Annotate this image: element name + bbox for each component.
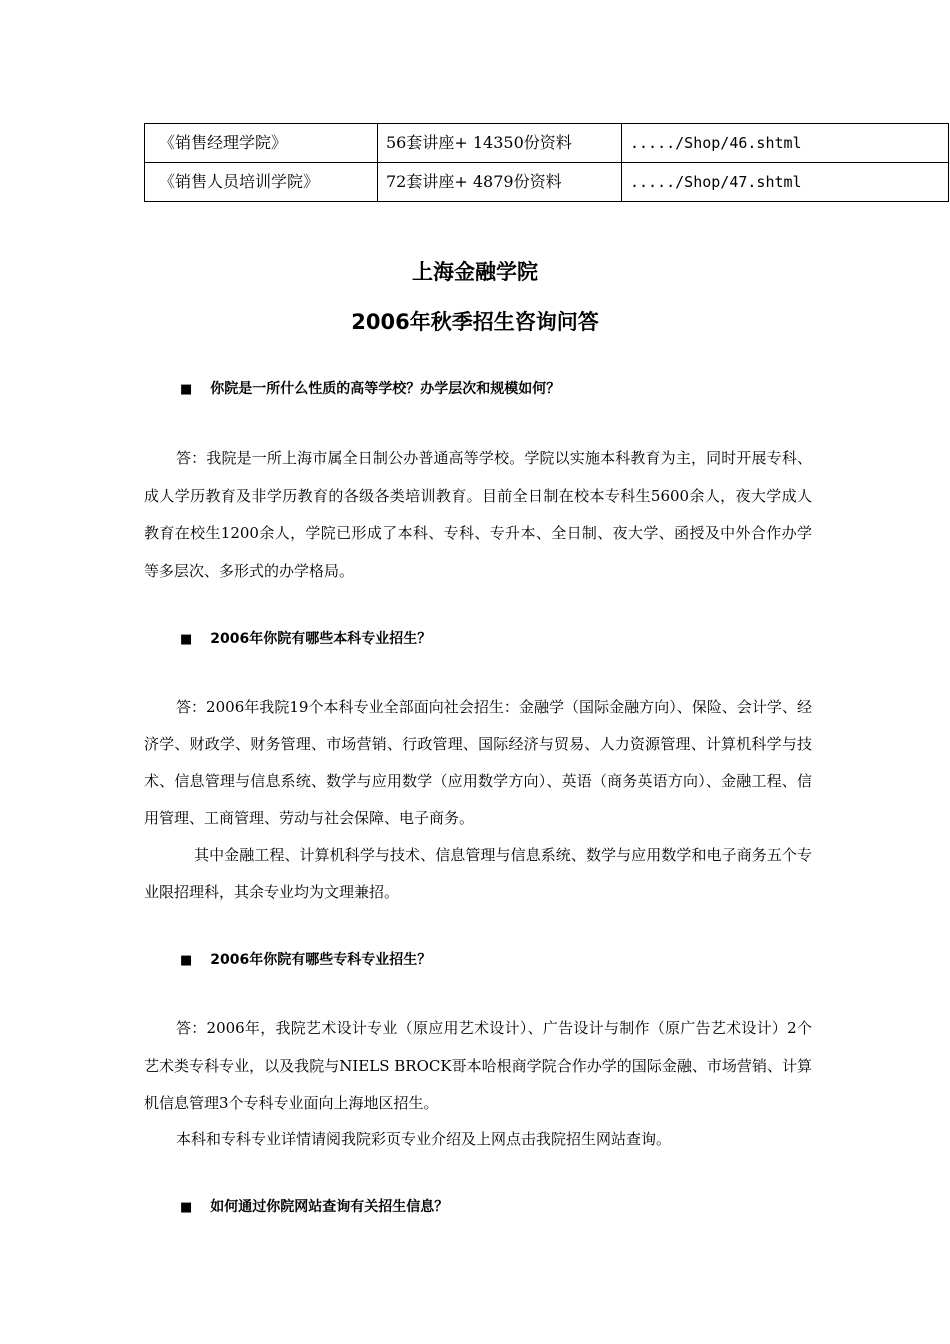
question-heading xyxy=(180,1197,448,1218)
question-heading xyxy=(180,950,431,971)
answer-note: 其中金融工程、计算机科学与技术、信息管理与信息系统、数学与应用数学和电子商务五个专业限招理科，其余专业均为文理兼招。 xyxy=(144,846,812,901)
question-text: 你院是一所什么性质的高等学校？办学层次和规模如何？ xyxy=(210,381,561,397)
question-text: 2006年你院有哪些本科专业招生？ xyxy=(210,631,432,647)
answer-paragraph: 答：2006年我院19个本科专业全部面向社会招生：金融学（国际金融方向）、保险、会计学、经济学、财政学、财务管理、市场营销、行政管理、国际经济与贸易、人力资源管理、计算机科学与技术、信息管理与信息系统、数学与应用数学（应用数学方向）、英语（商务英语方向）、金融工程、信用管理、工商管理、劳动与社会保障、电子商务。 xyxy=(144,698,812,827)
square-bullet-icon: ■ xyxy=(180,1200,193,1215)
course-content-cell: 56套讲座+ 14350份资料 xyxy=(378,124,622,163)
course-content-cell: 72套讲座+ 4879份资料 xyxy=(378,163,622,202)
square-bullet-icon: ■ xyxy=(180,632,193,647)
course-name-cell: 《销售人员培训学院》 xyxy=(145,163,378,202)
course-link-cell: ...../Shop/47.shtml xyxy=(622,163,949,202)
document-subtitle: 2006年秋季招生咨询问答 xyxy=(351,310,599,334)
question-text: 如何通过你院网站查询有关招生信息？ xyxy=(210,1199,449,1215)
course-link-cell: ...../Shop/46.shtml xyxy=(622,124,949,163)
answer-paragraph: 答：2006年，我院艺术设计专业（原应用艺术设计）、广告设计与制作（原广告艺术设计）2个艺术类专科专业，以及我院与NIELS BROCK哥本哈根商学院合作办学的国际金融、市场营销、计算机信息管理3个专科专业面向上海地区招生。 xyxy=(144,1019,812,1112)
answer-paragraph: 答：我院是一所上海市属全日制公办普通高等学校。学院以实施本科教育为主，同时开展专科、成人学历教育及非学历教育的各级各类培训教育。目前全日制在校本专科生5600余人，夜大学成人教育在校生1200余人，学院已形成了本科、专科、专升本、全日制、夜大学、函授及中外合作办学等多层次、多形式的办学格局。 xyxy=(144,449,812,580)
question-heading xyxy=(180,629,431,650)
document-title: 上海金融学院 xyxy=(412,260,538,284)
answer-note: 本科和专科专业详情请阅我院彩页专业介绍及上网点击我院招生网站查询。 xyxy=(176,1130,672,1148)
table-row xyxy=(145,163,949,202)
square-bullet-icon: ■ xyxy=(180,953,193,968)
question-text: 2006年你院有哪些专科专业招生？ xyxy=(210,952,432,968)
resource-table xyxy=(144,123,949,202)
question-heading xyxy=(180,379,560,400)
square-bullet-icon: ■ xyxy=(180,382,193,397)
table-row xyxy=(145,124,949,163)
course-name-cell: 《销售经理学院》 xyxy=(145,124,378,163)
